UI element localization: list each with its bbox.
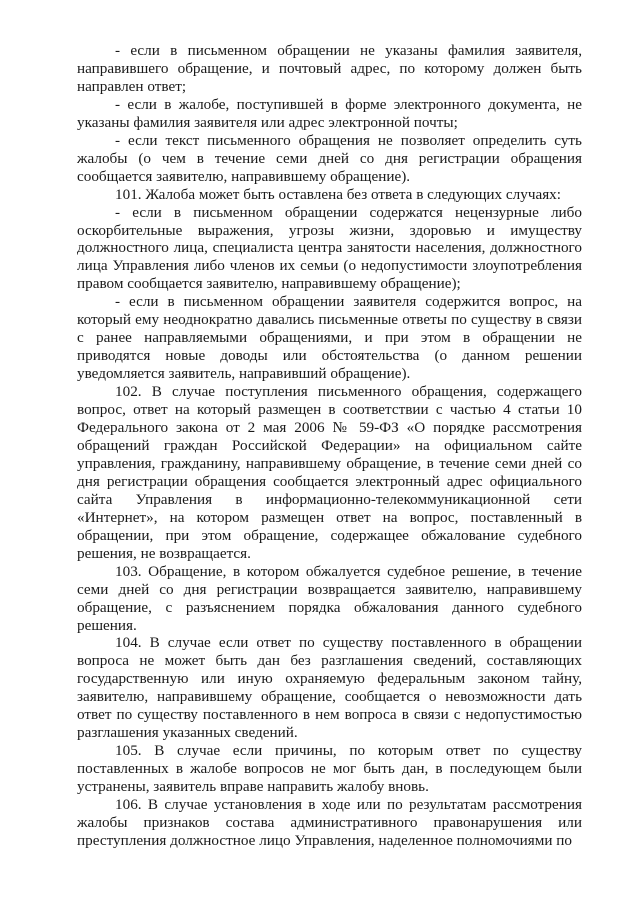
paragraph-103: 103. Обращение, в котором обжалуется судебное решение, в течение семи дней со дня регистрации возвращается заявителю, направившему обращение, с разъяснением порядка обжалования данного судебного решения. <box>77 562 582 634</box>
document-page <box>77 42 582 850</box>
paragraph-101-repeated: - если в письменном обращении заявителя содержится вопрос, на который ему неоднократно давались письменные ответы по существу в связи с ранее направляемыми обращениями, и при этом в обращении не приводятся новые доводы или обстоятельства (о данном решении уведомляется заявитель, направивший обращение). <box>77 293 582 383</box>
paragraph-104: 104. В случае если ответ по существу поставленного в обращении вопроса не может быть дан без разглашения сведений, составляющих государственную или иную охраняемую федеральным законом тайну, заявителю, направившему обращение, сообщается о невозможности дать ответ по существу поставленного в нем вопроса в связи с недопустимостью разглашения указанных сведений. <box>77 634 582 742</box>
paragraph-refusal-no-surname-email: - если в жалобе, поступившей в форме электронного документа, не указаны фамилия заявителя или адрес электронной почты; <box>77 95 582 131</box>
paragraph-101: 101. Жалоба может быть оставлена без ответа в следующих случаях: <box>115 185 561 203</box>
paragraph-refusal-no-surname-address: - если в письменном обращении не указаны фамилия заявителя, направившего обращение, и почтовый адрес, по которому должен быть направлен ответ; <box>77 42 582 95</box>
paragraph-105: 105. В случае если причины, по которым ответ по существу поставленных в жалобе вопросов не мог быть дан, в последующем были устранены, заявитель вправе направить жалобу вновь. <box>77 742 582 796</box>
paragraph-102: 102. В случае поступления письменного обращения, содержащего вопрос, ответ на который размещен в соответствии с частью 4 статьи 10 Федерального закона от 2 мая 2006 № 59-ФЗ «О порядке рассмотрения обращений граждан Российской Федерации» на официальном сайте управления, гражданину, направившему обращение, в течение семи дней со дня регистрации обращения сообщается электронный адрес официального сайта Управления в информационно-телекоммуникационной сети «Интернет», на котором размещен ответ на вопрос, поставленный в обращении, при этом обращение, содержащее обжалование судебного решения, не возвращается. <box>77 383 582 562</box>
paragraph-refusal-unclear-text: - если текст письменного обращения не позволяет определить суть жалобы (о чем в течение семи дней со дня регистрации обращения сообщается заявителю, направившему обращение). <box>77 131 582 185</box>
paragraph-101-obscene: - если в письменном обращении содержатся нецензурные либо оскорбительные выражения, угрозы жизни, здоровью и имуществу должностного лица, специалиста центра занятости населения, должностного лица Управления либо членов их семьи (о недопустимости злоупотребления правом сообщается заявителю, направившему обращение); <box>77 203 582 293</box>
paragraph-106: 106. В случае установления в ходе или по результатам рассмотрения жалобы признаков состава административного правонарушения или преступления должностное лицо Управления, наделенное полномочиями по <box>77 796 582 849</box>
